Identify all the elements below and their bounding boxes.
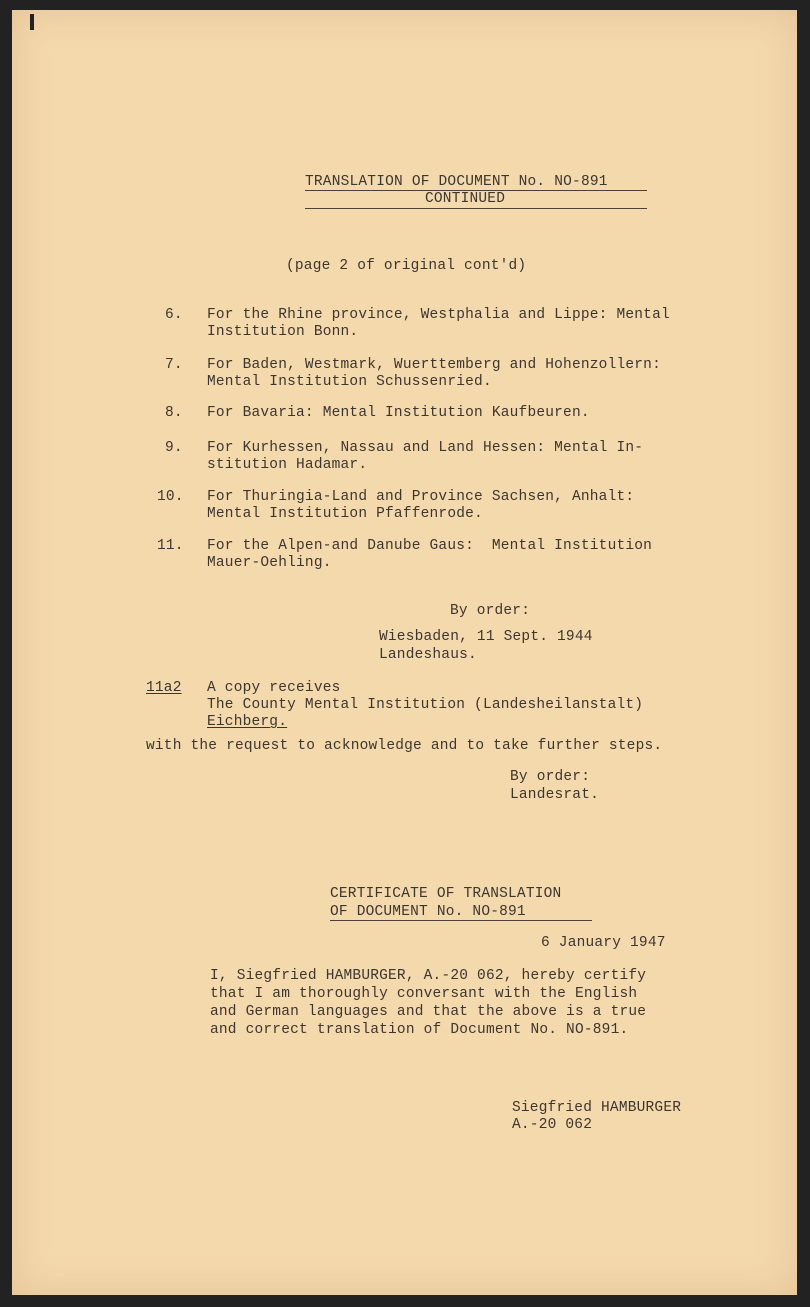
item-text: For Thuringia-Land and Province Sachsen, Anhalt:: [207, 489, 635, 505]
document-subtitle: CONTINUED: [425, 191, 506, 207]
staple-mark: [30, 14, 34, 30]
copy-request: with the request to acknowledge and to take further steps.: [146, 738, 663, 754]
signature-id: A.-20 062: [512, 1117, 593, 1133]
certificate-underline: [330, 920, 592, 921]
item-number: 6.: [165, 307, 183, 323]
certificate-subtitle: OF DOCUMENT No. NO-891: [330, 904, 526, 920]
copy-line: A copy receives: [207, 680, 341, 696]
item-text: Mental Institution Schussenried.: [207, 374, 492, 390]
certificate-date: 6 January 1947: [541, 935, 666, 951]
document-title: TRANSLATION OF DOCUMENT No. NO-891: [305, 174, 608, 190]
item-text: For Baden, Westmark, Wuerttemberg and Hohenzollern:: [207, 357, 661, 373]
item-number: 11.: [157, 538, 184, 554]
copy-signer: Landesrat.: [510, 787, 600, 803]
item-text: For Kurhessen, Nassau and Land Hessen: Mental In-: [207, 440, 644, 456]
certificate-body-line: and German languages and that the above is a true: [210, 1004, 647, 1020]
certificate-body-line: I, Siegfried HAMBURGER, A.-20 062, hereby certify: [210, 968, 647, 984]
subtitle-underline: [305, 208, 647, 209]
order-place-date: Wiesbaden, 11 Sept. 1944: [379, 629, 593, 645]
item-text: Mental Institution Pfaffenrode.: [207, 506, 483, 522]
item-text: Mauer-Oehling.: [207, 555, 332, 571]
signature-name: Siegfried HAMBURGER: [512, 1100, 682, 1116]
certificate-title: CERTIFICATE OF TRANSLATION: [330, 886, 562, 902]
certificate-body-line: and correct translation of Document No. NO-891.: [210, 1022, 629, 1038]
item-text: stitution Hadamar.: [207, 457, 368, 473]
item-number: 7.: [165, 357, 183, 373]
copy-line: The County Mental Institution (Landesheilanstalt): [207, 697, 644, 713]
order-house: Landeshaus.: [379, 647, 477, 663]
item-number: 10.: [157, 489, 184, 505]
copy-reference: 11a2: [146, 680, 182, 696]
item-text: For the Rhine province, Westphalia and Lippe: Mental: [207, 307, 670, 323]
item-text: Institution Bonn.: [207, 324, 359, 340]
item-number: 8.: [165, 405, 183, 421]
certificate-body-line: that I am thoroughly conversant with the English: [210, 986, 638, 1002]
by-order-label: By order:: [450, 603, 531, 619]
page-note: (page 2 of original cont'd): [286, 258, 527, 274]
copy-line-institution: Eichberg.: [207, 714, 288, 730]
item-number: 9.: [165, 440, 183, 456]
copy-by-order: By order:: [510, 769, 591, 785]
item-text: For Bavaria: Mental Institution Kaufbeuren.: [207, 405, 590, 421]
item-text: For the Alpen-and Danube Gaus: Mental Institution: [207, 538, 653, 554]
